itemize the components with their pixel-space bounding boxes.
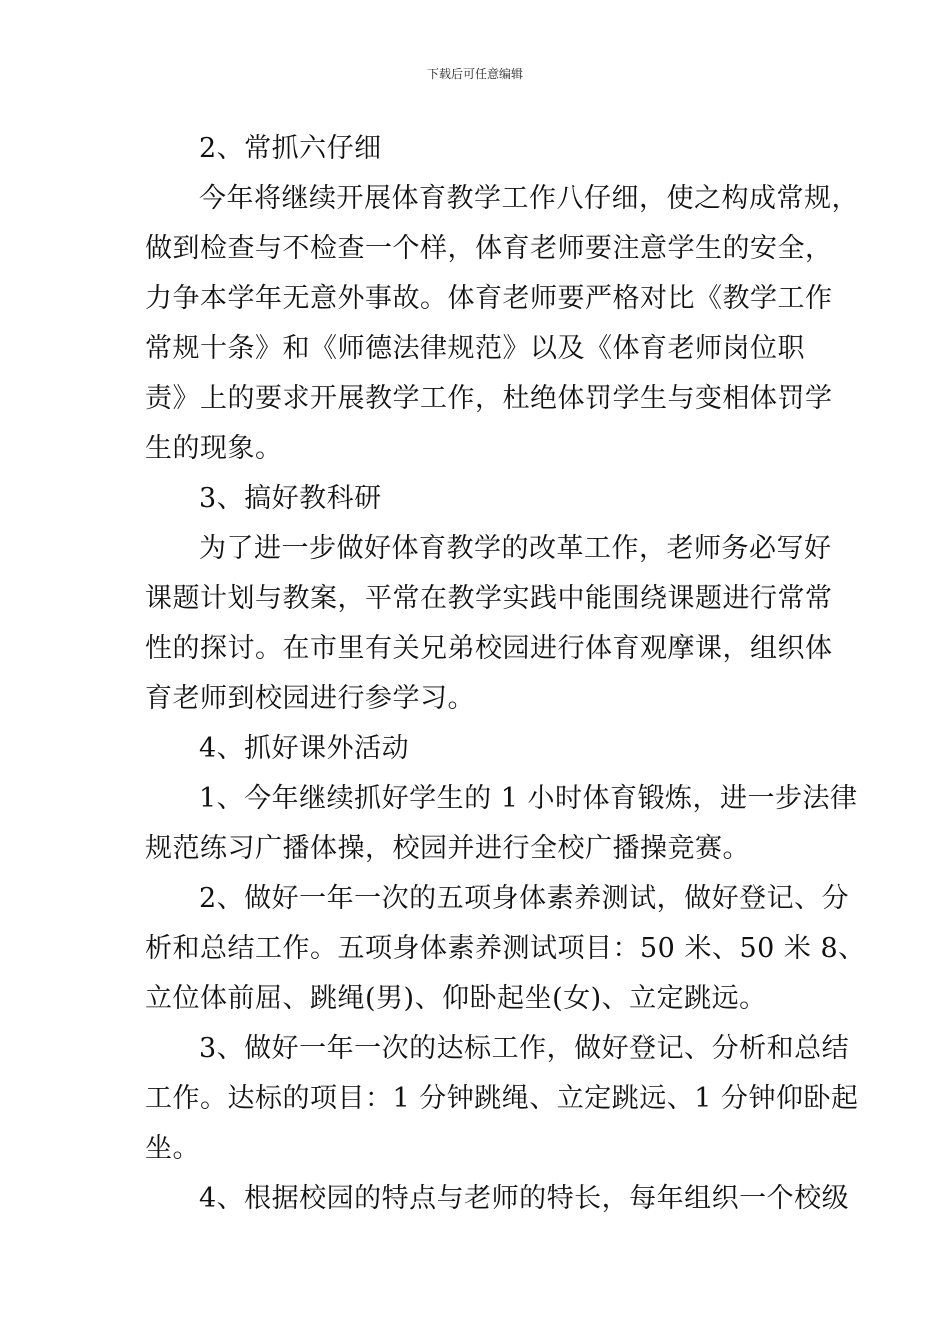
paragraph-line: 育老师到校园进行参学习。 xyxy=(145,683,475,714)
paragraph-line: 1、今年继续抓好学生的 1 小时体育锻炼，进一步法律 xyxy=(199,783,858,814)
paragraph-line: 今年将继续开展体育教学工作八仔细，使之构成常规， xyxy=(199,183,859,214)
paragraph-line: 4、根据校园的特点与老师的特长，每年组织一个校级 xyxy=(199,1183,850,1214)
page-header: 下载后可任意编辑 xyxy=(426,67,523,81)
section-heading: 4、抓好课外活动 xyxy=(199,733,410,764)
paragraph-line: 责》上的要求开展教学工作，杜绝体罚学生与变相体罚学 xyxy=(145,383,833,414)
paragraph-line: 立位体前屈、跳绳(男)、仰卧起坐(女)、立定跳远。 xyxy=(145,983,767,1014)
paragraph-line: 生的现象。 xyxy=(145,433,283,464)
paragraph-line: 工作。达标的项目：1 分钟跳绳、立定跳远、1 分钟仰卧起 xyxy=(145,1083,859,1114)
section-heading: 2、常抓六仔细 xyxy=(199,133,382,164)
section-heading: 3、搞好教科研 xyxy=(199,483,382,514)
paragraph-line: 力争本学年无意外事故。体育老师要严格对比《教学工作 xyxy=(145,283,833,314)
paragraph-line: 常规十条》和《师德法律规范》以及《体育老师岗位职 xyxy=(145,333,805,364)
document-body xyxy=(145,124,866,1224)
paragraph-line: 做到检查与不检查一个样，体育老师要注意学生的安全， xyxy=(145,233,833,264)
paragraph-line: 为了进一步做好体育教学的改革工作，老师务必写好 xyxy=(199,533,832,564)
paragraph-line: 课题计划与教案，平常在教学实践中能围绕课题进行常常 xyxy=(145,583,833,614)
paragraph-line: 3、做好一年一次的达标工作，做好登记、分析和总结 xyxy=(199,1033,850,1064)
paragraph-line: 2、做好一年一次的五项身体素养测试，做好登记、分 xyxy=(199,883,850,914)
paragraph-line: 析和总结工作。五项身体素养测试项目：50 米、50 米 8、 xyxy=(145,933,866,964)
paragraph-line: 坐。 xyxy=(145,1133,200,1164)
paragraph-line: 性的探讨。在市里有关兄弟校园进行体育观摩课，组织体 xyxy=(145,633,833,664)
paragraph-line: 规范练习广播体操，校园并进行全校广播操竞赛。 xyxy=(145,833,750,864)
